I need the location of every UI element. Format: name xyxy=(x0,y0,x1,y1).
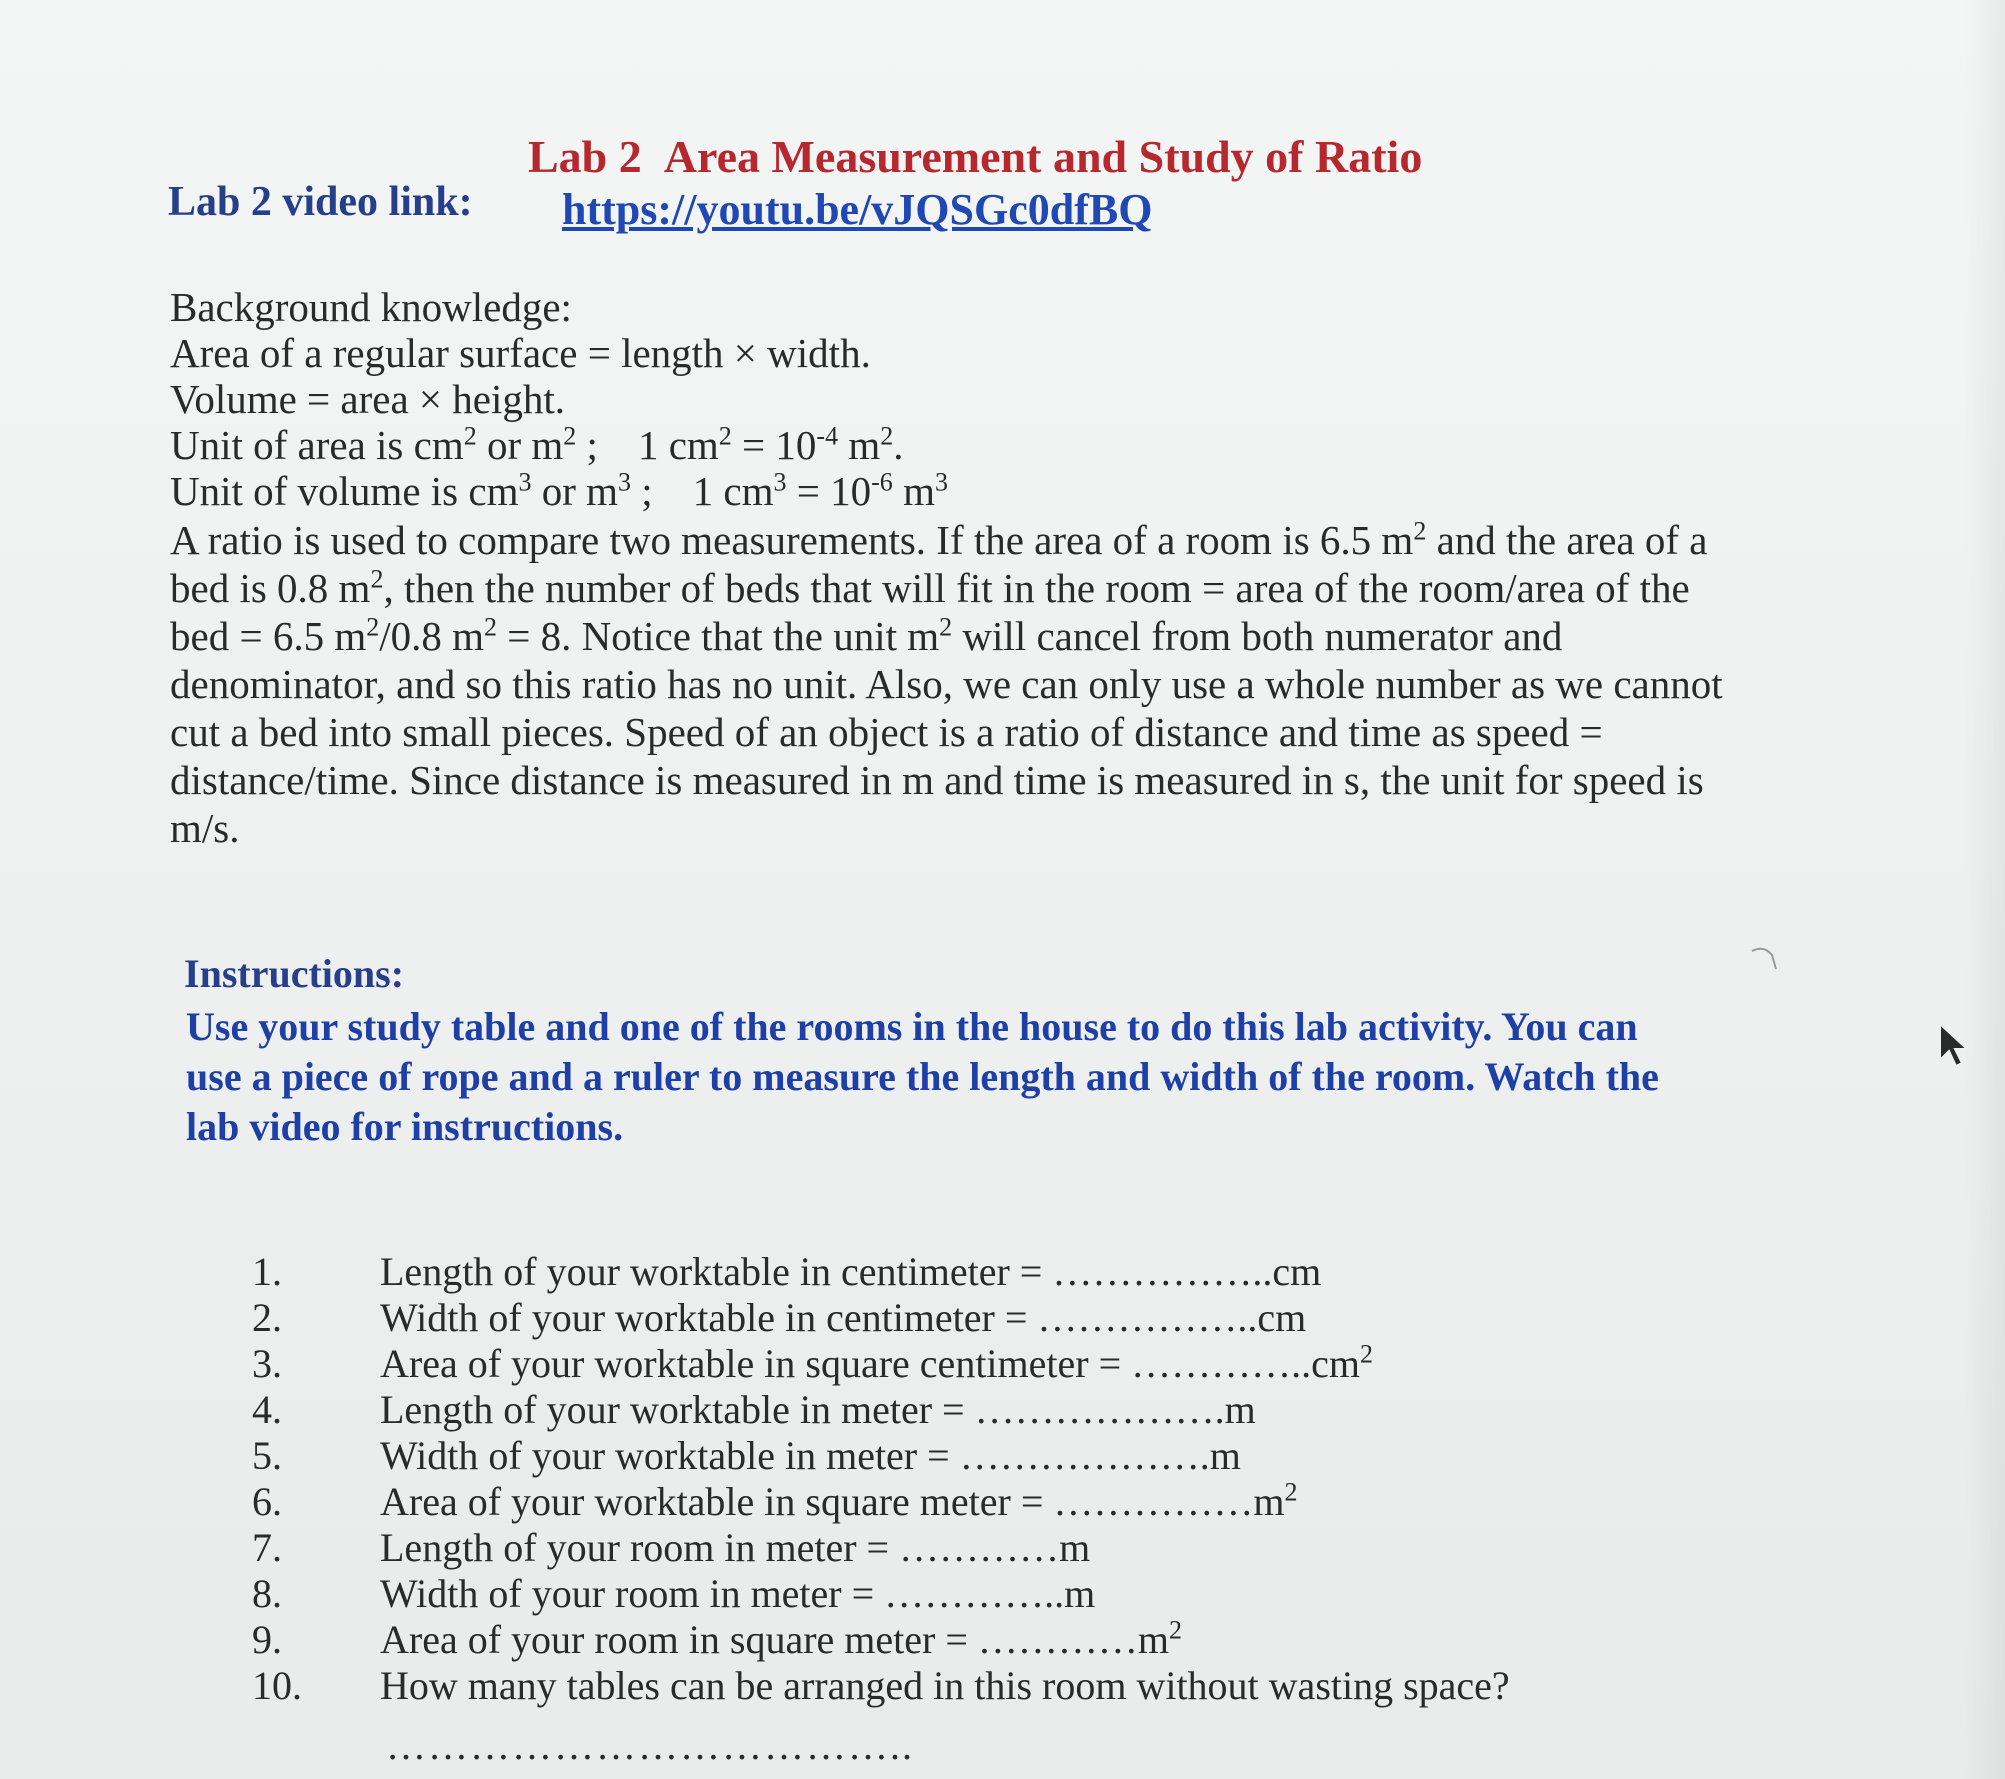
ratio-paragraph: A ratio is used to compare two measurements. If the area of a room is 6.5 $m^2$ and the area of a bed is 0.8 $m^2$, then the number of beds that will fit in the room = area of the room/area of the bed = 6.5 $m^2/0.8$ $m^2 = 8$. Notice that the unit $m^2$ will cancel from both numerator and denominator, and so this ratio has no unit. Also, we can only use a whole number as we cannot cut a bed into small pieces. Speed of an object is a ratio of distance and time as speed = distance/time. Since distance is measured in m and time is measured in s, the unit for speed is m/s. xyxy=(170,516,1723,851)
lab-title xyxy=(528,130,1422,183)
question-text: Length of your worktable in centimeter = ……………..cm xyxy=(380,1249,1322,1294)
question-number: 3. xyxy=(252,1341,282,1386)
video-link[interactable]: https://youtu.be/vJQSGc0dfBQ xyxy=(562,185,1153,234)
question-number: 10. xyxy=(252,1663,302,1708)
question-number: 1. xyxy=(252,1249,282,1294)
question-text: Area of your worktable in square meter = $\dots\dots\dots\dots\dots m^2$ xyxy=(380,1477,1298,1524)
question-text: How many tables can be arranged in this room without wasting space? xyxy=(380,1663,1510,1708)
question-number: 6. xyxy=(252,1479,282,1524)
question-number: 8. xyxy=(252,1571,282,1616)
background-heading: Background knowledge: xyxy=(170,284,572,330)
question-text: Length of your worktable in meter = ……………….m xyxy=(380,1387,1256,1432)
title-lab-number: Lab 2 xyxy=(528,131,642,182)
question-text: Area of your room in square meter = $\dots\dots\dots\dots m^2$ xyxy=(380,1615,1183,1662)
question-text: Width of your worktable in centimeter = ……………..cm xyxy=(380,1295,1307,1340)
instructions-body: Use your study table and one of the rooms in the house to do this lab activity. You can use a piece of rope and a ruler to measure the length and width of the room. Watch the lab video for instructions. xyxy=(186,1004,1659,1149)
title-text: Area Measurement and Study of Ratio xyxy=(663,131,1423,182)
question-number: 9. xyxy=(252,1617,282,1662)
unit-of-volume-line: Unit of volume is $cm^3$ or $m^3$ ; 1 $cm^3 = 10^{-6}$ $m^3$ xyxy=(170,467,948,514)
question-text: Width of your room in meter = …………..m xyxy=(380,1571,1096,1616)
question-number: 2. xyxy=(252,1295,282,1340)
background-knowledge-section xyxy=(170,284,1730,852)
answer-blank-line: ……………………………….. xyxy=(386,1723,914,1768)
area-formula: Area of a regular surface = length × width. xyxy=(170,330,871,376)
instructions-heading: Instructions: xyxy=(184,951,405,996)
question-number: 5. xyxy=(252,1433,282,1478)
question-text: Area of your worktable in square centimeter = $\dots\dots\dots\dots..cm^2$ xyxy=(380,1339,1374,1386)
video-link-label: Lab 2 video link: xyxy=(168,179,473,225)
question-number: 4. xyxy=(252,1387,282,1432)
unit-of-area-line: Unit of area is $cm^2$ or $m^2$ ; 1 $cm^2 = 10^{-4}$ $m^2$. xyxy=(170,421,904,468)
volume-formula: Volume = area × height. xyxy=(170,376,566,422)
question-text: Length of your room in meter = …………m xyxy=(380,1525,1091,1570)
question-text: Width of your worktable in meter = ……………….m xyxy=(380,1433,1241,1478)
mouse-pointer-icon xyxy=(1936,1022,1970,1070)
question-number: 7. xyxy=(252,1525,282,1570)
page-edge-shadow xyxy=(1965,0,2005,1779)
pen-mark-icon xyxy=(1750,945,1780,975)
